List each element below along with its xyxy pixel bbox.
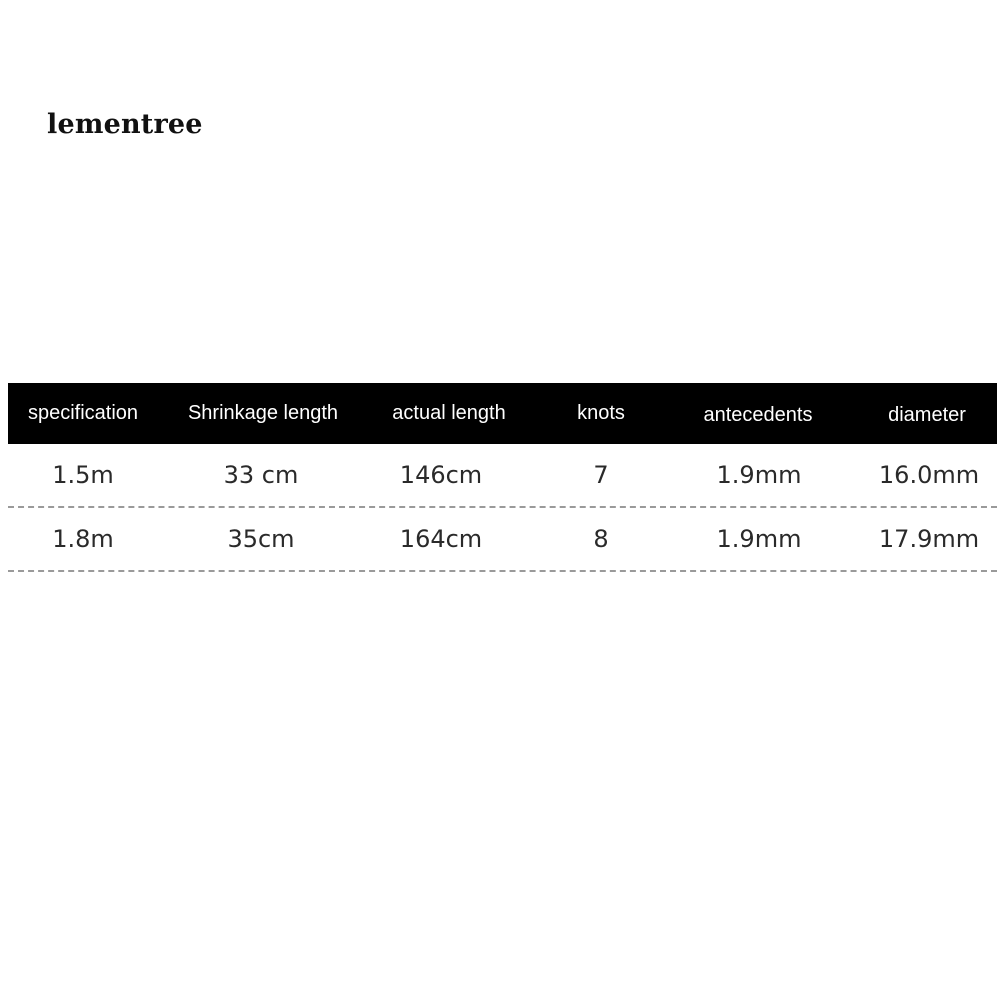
header-antecedents: antecedents — [703, 404, 813, 426]
table-header-row — [8, 383, 997, 444]
cell-actual-length: 164cm — [399, 525, 483, 553]
cell-diameter: 17.9mm — [878, 525, 980, 553]
spec-table — [8, 383, 997, 572]
header-diameter: diameter — [888, 404, 966, 426]
cell-antecedents: 1.9mm — [716, 525, 802, 553]
cell-actual-length: 146cm — [399, 461, 483, 489]
header-actual-length: actual length — [392, 402, 506, 424]
cell-shrinkage-length: 33 cm — [223, 461, 299, 489]
cell-knots: 7 — [593, 461, 609, 489]
cell-shrinkage-length: 35cm — [227, 525, 295, 553]
table-row — [8, 444, 997, 508]
header-shrinkage-length: Shrinkage length — [187, 402, 339, 424]
brand-logo-text: lementree — [47, 109, 203, 140]
cell-specification: 1.5m — [52, 461, 114, 489]
cell-knots: 8 — [593, 525, 609, 553]
header-knots: knots — [577, 402, 625, 424]
cell-diameter: 16.0mm — [878, 461, 980, 489]
cell-specification: 1.8m — [52, 525, 114, 553]
cell-antecedents: 1.9mm — [716, 461, 802, 489]
header-specification: specification — [27, 402, 139, 424]
table-row — [8, 508, 997, 572]
